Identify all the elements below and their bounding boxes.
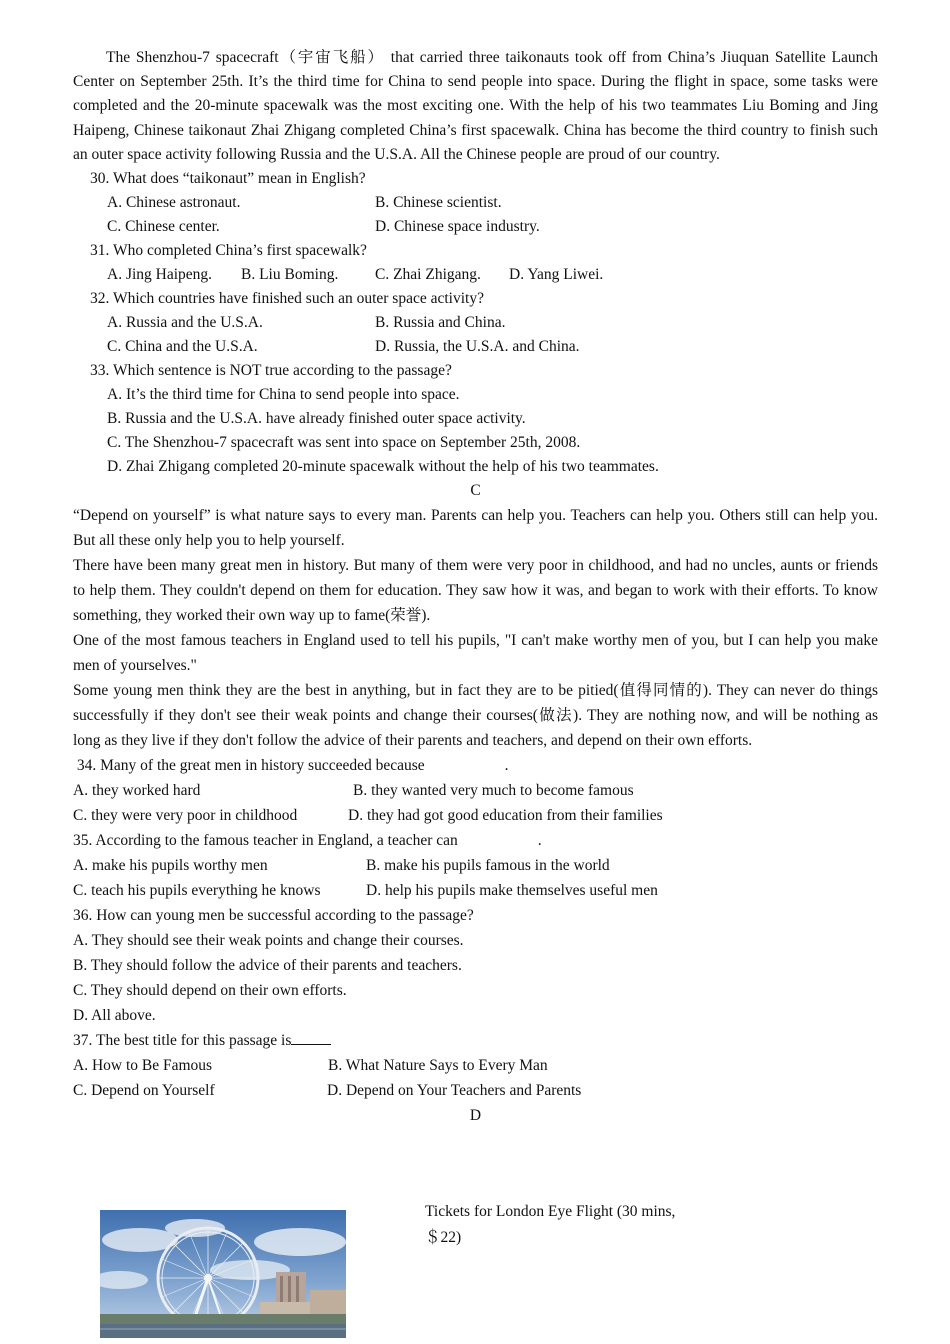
option-34-c: C. they were very poor in childhood <box>73 807 298 825</box>
option-34-a: A. they worked hard <box>73 782 201 800</box>
option-34-b: B. they wanted very much to become famous <box>353 782 634 800</box>
question-30: 30. What does “taikonaut” mean in English? <box>90 170 366 188</box>
question-35-options-row2 <box>73 878 878 903</box>
question-30-options-row1 <box>73 191 878 215</box>
question-34-options-row1 <box>73 778 878 803</box>
option-36-d: D. All above. <box>73 1007 156 1025</box>
option-33-b: B. Russia and the U.S.A. have already finished outer space activity. <box>107 410 526 428</box>
passage-b-text: The Shenzhou-7 spacecraft（宇宙飞船） that carried three taikonauts took off from China’s Jiuquan Satellite Launch Center on September 25th. It’s the third time for China to send people into space. During the flight in space, some tasks were completed and the 20-minute spacewalk was the most exciting one. With the help of his two teammates Liu Boming and Jing Haipeng, Chinese taikonaut Zhai Zhigang completed China’s first spacewalk. China has become the third country to finish such an outer space activity following Russia and the U.S.A. All the Chinese people are proud of our country. <box>73 49 878 163</box>
question-35-text: 35. According to the famous teacher in England, a teacher can <box>73 832 458 850</box>
question-31: 31. Who completed China’s first spacewalk? <box>90 242 367 260</box>
london-eye-photo <box>100 1210 346 1338</box>
answer-blank <box>291 1030 331 1045</box>
option-32-a: A. Russia and the U.S.A. <box>107 314 263 332</box>
option-34-d: D. they had got good education from their families <box>348 807 663 825</box>
option-36-b: B. They should follow the advice of their parents and teachers. <box>73 957 462 975</box>
option-32-b: B. Russia and China. <box>375 314 506 332</box>
option-37-a: A. How to Be Famous <box>73 1057 213 1075</box>
option-35-c: C. teach his pupils everything he knows <box>73 882 321 900</box>
question-32-options-row1 <box>73 311 878 335</box>
option-35-b: B. make his pupils famous in the world <box>366 857 610 875</box>
page-content <box>73 46 878 1128</box>
option-31-b: B. Liu Boming. <box>241 266 339 284</box>
question-37-options-row1 <box>73 1053 878 1078</box>
question-34 <box>73 753 878 778</box>
section-c-paragraph-1: “Depend on yourself” is what nature says to every man. Parents can help you. Teachers can help you. Others still can help you. But all these only help you to help yourself. <box>73 507 878 550</box>
section-c-heading: C <box>470 482 481 500</box>
question-32: 32. Which countries have finished such an outer space activity? <box>90 290 484 308</box>
option-31-a: A. Jing Haipeng. <box>107 266 213 284</box>
section-c-paragraph-4: Some young men think they are the best in anything, but in fact they are to be pitied(值得同情的). They can never do things successfully if they don't see their weak points and change their courses(做法). They are nothing now, and will be nothing as long as they live if they don't follow the advice of their parents and teachers, and depend on their own efforts. <box>73 682 878 750</box>
question-35-end: . <box>537 832 542 850</box>
ticket-info <box>425 1199 725 1251</box>
question-34-end: . <box>504 757 509 775</box>
option-30-b: B. Chinese scientist. <box>375 194 502 212</box>
question-35-options-row1 <box>73 853 878 878</box>
section-c-paragraph-3: One of the most famous teachers in England used to tell his pupils, "I can't make worthy men of you, but I can help you make men of yourselves." <box>73 632 878 675</box>
question-31-options-row <box>73 263 878 287</box>
question-34-text: 34. Many of the great men in history succeeded because <box>76 757 425 775</box>
section-c-paragraph-2: There have been many great men in history. But many of them were very poor in childhood, and had no uncles, aunts or friends to help them. They couldn't depend on them for education. They saw how it was, and began to work with their efforts. To know something, they worked their own way up to fame(荣誉). <box>73 557 878 625</box>
option-32-d: D. Russia, the U.S.A. and China. <box>375 338 580 356</box>
option-35-d: D. help his pupils make themselves useful men <box>366 882 658 900</box>
option-30-d: D. Chinese space industry. <box>375 218 540 236</box>
option-36-a: A. They should see their weak points and change their courses. <box>73 932 464 950</box>
question-33: 33. Which sentence is NOT true according to the passage? <box>90 362 452 380</box>
option-37-d: D. Depend on Your Teachers and Parents <box>327 1082 582 1100</box>
section-d-heading: D <box>469 1107 482 1125</box>
option-33-a: A. It’s the third time for China to send people into space. <box>107 386 460 404</box>
question-30-options-row2 <box>73 215 878 239</box>
option-30-a: A. Chinese astronaut. <box>107 194 241 212</box>
ticket-line-1: Tickets for London Eye Flight (30 mins, <box>425 1203 676 1220</box>
question-32-options-row2 <box>73 335 878 359</box>
question-37 <box>73 1028 878 1053</box>
option-32-c: C. China and the U.S.A. <box>107 338 258 356</box>
option-33-c: C. The Shenzhou-7 spacecraft was sent into space on September 25th, 2008. <box>107 434 581 452</box>
option-37-c: C. Depend on Yourself <box>73 1082 215 1100</box>
option-31-c: C. Zhai Zhigang. <box>375 266 481 284</box>
option-30-c: C. Chinese center. <box>107 218 220 236</box>
option-36-c: C. They should depend on their own efforts. <box>73 982 347 1000</box>
option-35-a: A. make his pupils worthy men <box>73 857 268 875</box>
question-36: 36. How can young men be successful according to the passage? <box>73 907 474 925</box>
option-31-d: D. Yang Liwei. <box>509 266 604 284</box>
question-37-options-row2 <box>73 1078 878 1103</box>
question-35 <box>73 828 878 853</box>
option-37-b: B. What Nature Says to Every Man <box>328 1057 548 1075</box>
question-37-text: 37. The best title for this passage is <box>73 1032 292 1050</box>
question-34-options-row2 <box>73 803 878 828</box>
ticket-line-2: ＄22) <box>425 1229 462 1246</box>
option-33-d: D. Zhai Zhigang completed 20-minute spacewalk without the help of his two teammates. <box>107 458 659 476</box>
